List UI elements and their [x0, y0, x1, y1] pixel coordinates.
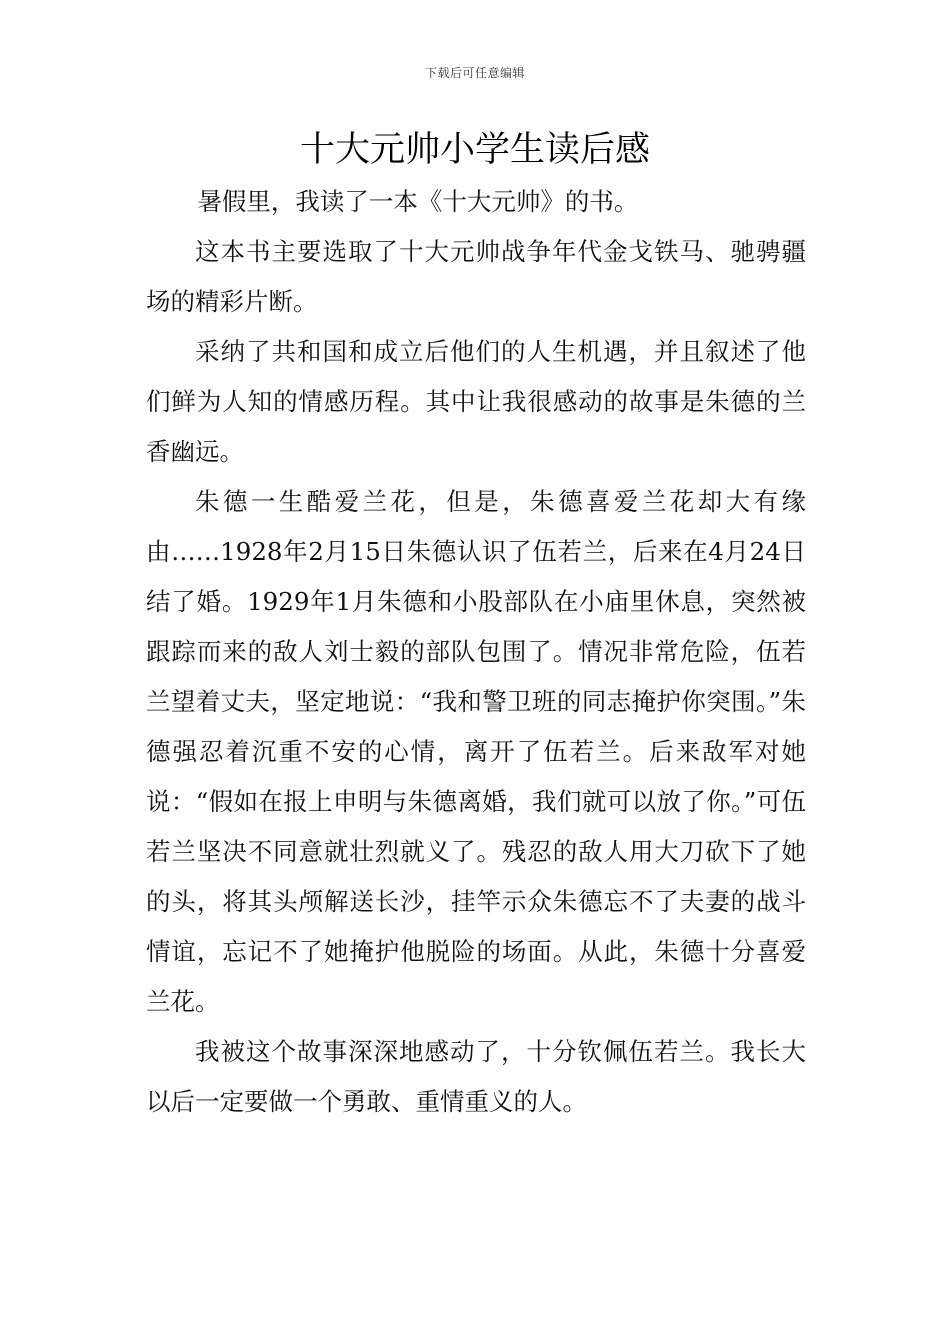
paragraph-5: 我被这个故事深深地感动了，十分钦佩伍若兰。我长大以后一定要做一个勇敢、重情重义的人。 — [146, 1037, 806, 1116]
paragraph-2: 这本书主要选取了十大元帅战争年代金戈铁马、驰骋疆场的精彩片断。 — [146, 237, 806, 316]
paragraph-3: 采纳了共和国和成立后他们的人生机遇，并且叙述了他们鲜为人知的情感历程。其中让我很感动的故事是朱德的兰香幽远。 — [146, 337, 806, 466]
paragraph-4: 朱德一生酷爱兰花，但是，朱德喜爱兰花却大有缘由……1928年2月15日朱德认识了伍若兰，后来在4月24日结了婚。1929年1月朱德和小股部队在小庙里休息，突然被跟踪而来的敌人刘士毅的部队包围了。情况非常危险，伍若兰望着丈夫，坚定地说：“我和警卫班的同志掩护你突围。”朱德强忍着沉重不安的心情，离开了伍若兰。后来敌军对她说：“假如在报上申明与朱德离婚，我们就可以放了你。”可伍若兰坚决不同意就壮烈就义了。残忍的敌人用大刀砍下了她的头，将其头颅解送长沙，挂竿示众朱德忘不了夫妻的战斗情谊，忘记不了她掩护他脱险的场面。从此，朱德十分喜爱兰花。 — [146, 487, 806, 1016]
paragraph-1: 暑假里，我读了一本《十大元帅》的书。 — [197, 187, 639, 216]
document-title: 十大元帅小学生读后感 — [299, 130, 650, 170]
header-note: 下载后可任意编辑 — [424, 66, 525, 80]
document-body — [146, 177, 806, 1127]
